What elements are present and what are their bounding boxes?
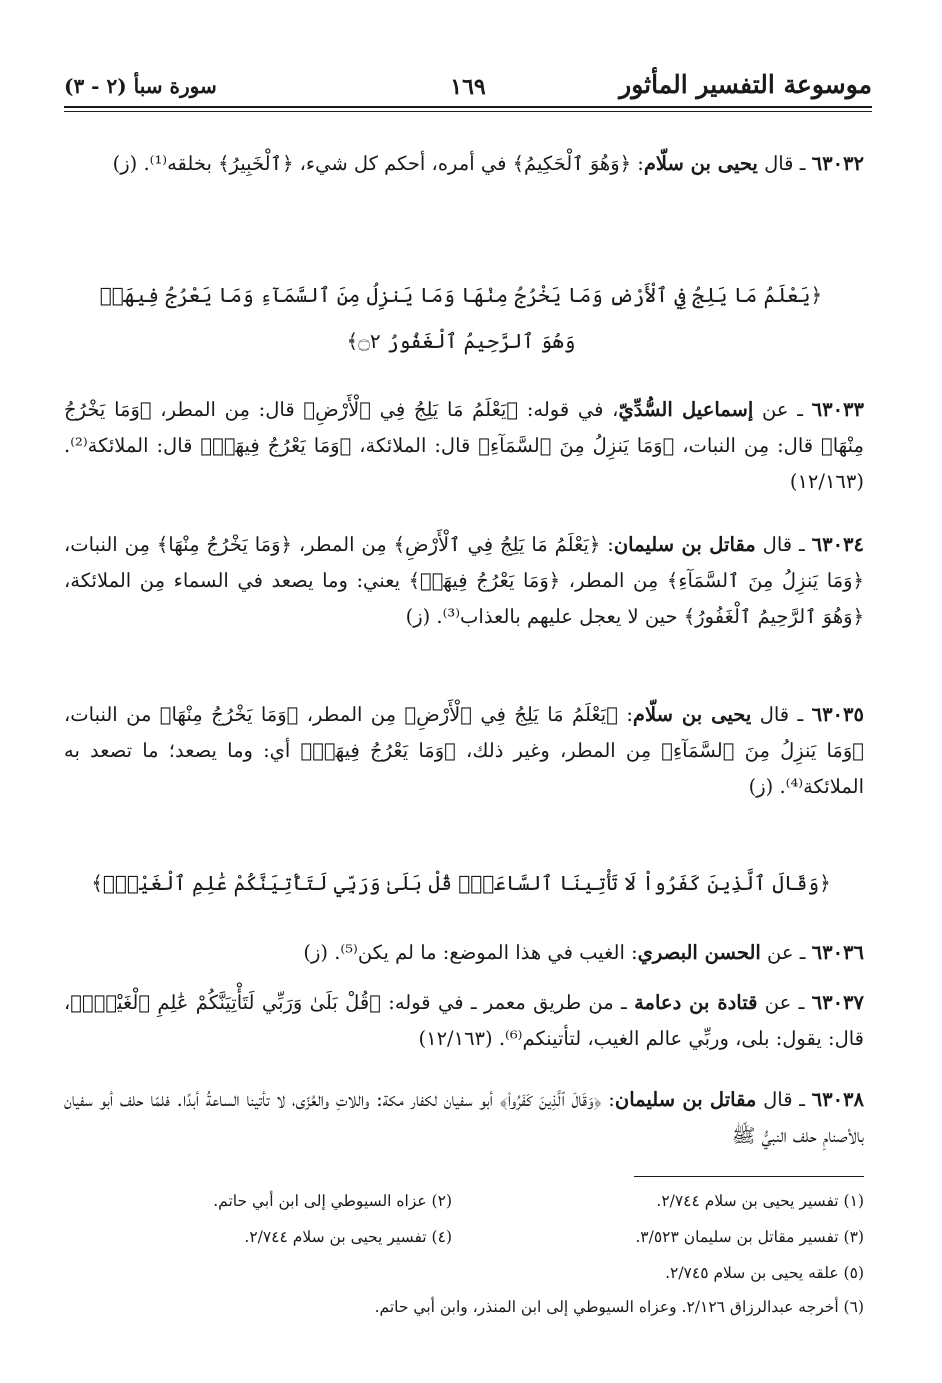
entry-63034 (64, 527, 864, 635)
book-title: موسوعة التفسير المأثور (619, 70, 872, 99)
page-header (64, 68, 872, 108)
footnote-3: (٣) تفسير مقاتل بن سليمان ٣/٥٢٣. (635, 1228, 864, 1246)
entry-connector: ـ عن (760, 941, 812, 964)
entry-connector: ـ عن (757, 991, 812, 1014)
entry-connector: ـ عن (753, 398, 812, 421)
entry-63038 (64, 1082, 864, 1154)
entry-number: ٦٣٠٣٤ (811, 533, 864, 556)
surah-label: سورة سبأ (٢ - ٣) (64, 74, 217, 98)
narrator-name: الحسن البصري (637, 941, 761, 964)
entry-text: ـ من طريق معمر ـ في قوله: ﴿قُلْ بَلَىٰ وَرَبِّي لَتَأْتِيَنَّكُمْ عَٰلِمِ ٱلْغَيْبِۖ﴾، قال: يقول: بلى، وربِّي عالم الغيب، لتأتينكم⁽⁶⁾. (١٢/١٦٣) (64, 991, 864, 1050)
entry-text: : الغيب في هذا الموضع: ما لم يكن⁽⁵⁾. (ز) (303, 941, 638, 964)
narrator-name: مقاتل بن سليمان (613, 533, 756, 556)
entry-connector: ـ قال (755, 533, 812, 556)
entry-63037 (64, 985, 864, 1057)
narrator-name: يحيى بن سلّام (643, 152, 758, 175)
quran-verse-3: ﴿وَقَالَ ٱلَّذِينَ كَفَرُواْ لَا تَأْتِينَا ٱلسَّاعَةُۖ قُلْ بَلَىٰ وَرَبِّي لَتَأْتِيَنَّكُمْ عَٰلِمِ ٱلْغَيْبِۖ﴾ (91, 871, 831, 895)
header-rule (64, 106, 872, 108)
entry-number: ٦٣٠٣٦ (811, 941, 864, 964)
entry-number: ٦٣٠٣٨ (811, 1088, 865, 1111)
entry-number: ٦٣٠٣٧ (811, 991, 864, 1014)
narrator-name: إسماعيل السُّدِّيّ (618, 398, 754, 421)
page-number: ١٦٩ (450, 74, 486, 100)
entry-text: : ﴿وَهُوَ ٱلْحَكِيمُ﴾ في أمره، أحكم كل شيء، ﴿ٱلْخَبِيرُ﴾ بخلقه⁽¹⁾. (ز) (112, 152, 644, 175)
entry-63033 (64, 392, 864, 500)
footnote-4: (٤) تفسير يحيى بن سلام ٢/٧٤٤. (244, 1228, 452, 1246)
entry-text: : ﴿يَعْلَمُ مَا يَلِجُ فِي ٱلْأَرْضِ﴾ مِن المطر، ﴿وَمَا يَخْرُجُ مِنْهَا﴾ من النبات، ﴿وَمَا يَنزِلُ مِنَ ٱلسَّمَآءِ﴾ مِن المطر، وغير ذلك، ﴿وَمَا يَعْرُجُ فِيهَاۚ﴾ أي: وما يصعد؛ ما تصعد به الملائكة⁽⁴⁾. (ز) (64, 703, 864, 798)
narrator-name: قتادة بن دعامة (634, 991, 758, 1014)
footnote-2: (٢) عزاه السيوطي إلى ابن أبي حاتم. (213, 1192, 452, 1210)
entry-connector: ـ قال (757, 152, 812, 175)
footnote-1: (١) تفسير يحيى بن سلام ٢/٧٤٤. (656, 1192, 864, 1210)
entry-text: : ﴿وَقَالَ ٱلَّذِينَ كَفَرُواْ﴾ أبو سفيان لكفار مكة: واللاتِ والعُزّى، لا تأتينا الساعةُ أبدًا. فلمّا حلف أبو سفيان بالأصنامِ حلف النبيُّ ﷺ (64, 1088, 864, 1147)
entry-text: : ﴿يَعْلَمُ مَا يَلِجُ فِي ٱلْأَرْضِ﴾ مِن المطر، ﴿وَمَا يَخْرُجُ مِنْهَا﴾ مِن النبات، ﴿وَمَا يَنزِلُ مِنَ ٱلسَّمَآءِ﴾ مِن المطر، ﴿وَمَا يَعْرُجُ فِيهَاۚ﴾ يعني: وما يصعد في السماء مِن الملائكة، ﴿وَهُوَ ٱلرَّحِيمُ ٱلْغَفُورُ﴾ حين لا يعجل عليهم بالعذاب⁽³⁾. (ز) (64, 533, 864, 628)
narrator-name: مقاتل بن سليمان (614, 1088, 757, 1111)
quran-verse-2: ﴿يَعْلَمُ مَا يَلِجُ فِي ٱلْأَرْضِ وَمَا يَخْرُجُ مِنْهَا وَمَا يَنزِلُ مِنَ ٱلسَّمَآءِ وَمَا يَعْرُجُ فِيهَاۚ وَهُوَ ٱلرَّحِيمُ ٱلْغَفُورُ ۝٢﴾ (99, 283, 823, 353)
footnote-5: (٥) علقه يحيى بن سلام ٢/٧٤٥. (665, 1264, 864, 1282)
header-rule-thin (64, 111, 872, 112)
entry-number: ٦٣٠٣٢ (811, 152, 864, 175)
entry-63036 (64, 935, 864, 971)
footnote-6: (٦) أخرجه عبدالرزاق ٢/١٢٦. وعزاه السيوطي إلى ابن المنذر، وابن أبي حاتم. (374, 1298, 864, 1316)
entry-number: ٦٣٠٣٥ (811, 703, 864, 726)
entry-connector: ـ قال (756, 1088, 812, 1111)
footnote-separator (634, 1176, 864, 1177)
entry-63035 (64, 697, 864, 805)
entry-63032 (64, 146, 864, 182)
entry-text: ، في قوله: ﴿يَعْلَمُ مَا يَلِجُ فِي ٱلْأَرْضِ﴾ قال: مِن المطر، ﴿وَمَا يَخْرُجُ مِنْهَا﴾ قال: مِن النبات، ﴿وَمَا يَنزِلُ مِنَ ٱلسَّمَآءِ﴾ قال: الملائكة، ﴿وَمَا يَعْرُجُ فِيهَاۚ﴾ قال: الملائكة⁽²⁾. (١٢/١٦٣) (64, 398, 864, 493)
entry-number: ٦٣٠٣٣ (811, 398, 864, 421)
entry-connector: ـ قال (751, 703, 812, 726)
narrator-name: يحيى بن سلّام (632, 703, 752, 726)
